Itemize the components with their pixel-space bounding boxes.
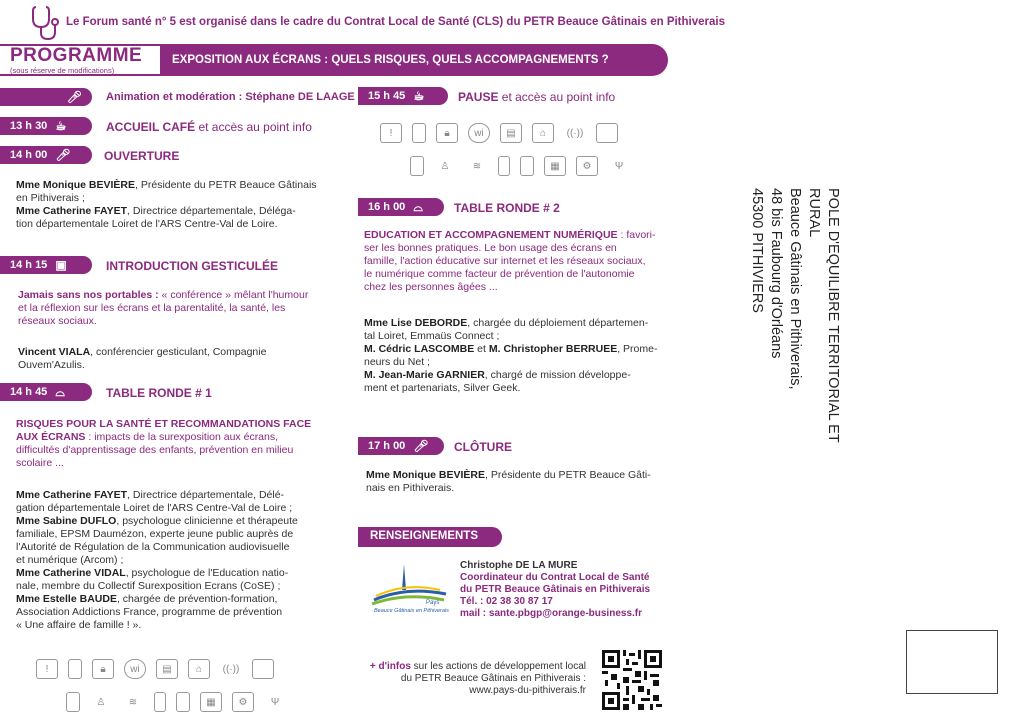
phone-icon bbox=[412, 123, 426, 143]
pause-rest: et accès au point info bbox=[498, 90, 616, 104]
speaker-name: Mme Catherine FAYET bbox=[16, 489, 128, 501]
speaker-role: tion départementale Loiret de l'ARS Centre-Val de Loire. bbox=[16, 218, 278, 230]
time-pill-table1 bbox=[0, 383, 92, 401]
tv-icon bbox=[596, 123, 618, 143]
ouverture-title: OUVERTURE bbox=[104, 149, 180, 163]
microphone-icon: 🎤︎ bbox=[413, 439, 429, 453]
lock-icon: 🔒︎ bbox=[436, 123, 458, 143]
more-info bbox=[356, 661, 586, 697]
introduction-desc bbox=[18, 289, 330, 328]
desc-text: réseaux sociaux. bbox=[18, 315, 97, 327]
desc-bold: Jamais sans nos portables : bbox=[18, 289, 159, 301]
presentation-icon: ▣ bbox=[55, 258, 67, 272]
address-line: 48 bis Faubourg d'Orléans bbox=[768, 188, 784, 359]
coffee-icon: ☕︎ bbox=[413, 89, 425, 103]
ouverture-speakers bbox=[16, 179, 336, 231]
mobile-icon bbox=[498, 156, 510, 176]
time-pill-ouverture bbox=[0, 146, 92, 164]
speaker-role: familiale, EPSM Daumézon, experte jeune public auprès de bbox=[16, 528, 294, 540]
table2-title: TABLE RONDE # 2 bbox=[454, 201, 560, 215]
tv-icon bbox=[252, 659, 274, 679]
speaker-role: , Prome- bbox=[617, 343, 658, 355]
user-computer-icon: ▤ bbox=[156, 659, 178, 679]
speaker-role: gation départementale Loiret de l'ARS Centre-Val de Loire ; bbox=[16, 502, 293, 514]
table2-speakers bbox=[364, 317, 674, 395]
settings-screen-icon: ⚙︎ bbox=[232, 692, 254, 712]
speaker-and: et bbox=[474, 343, 489, 355]
theme-title: EXPOSITION AUX ÉCRANS : QUELS RISQUES, QUELS ACCOMPAGNEMENTS ? bbox=[172, 54, 609, 66]
phone-hand-icon bbox=[520, 156, 534, 176]
desc-text: difficultés d'apprentissage des enfants, prévention en milieu bbox=[16, 444, 294, 456]
laptop-icon: ⌂ bbox=[532, 123, 554, 143]
screen-icons-row-2 bbox=[66, 692, 286, 712]
desc-text: et la réflexion sur les écrans et la parentalité, la santé, les bbox=[18, 302, 286, 314]
introduction-title: INTRODUCTION GESTICULÉE bbox=[106, 259, 279, 273]
speaker-name: Mme Estelle BAUDE bbox=[16, 593, 117, 605]
speaker-role: , Présidente du PETR Beauce Gâti- bbox=[485, 469, 651, 481]
wifi-icon: wi bbox=[124, 659, 146, 679]
introduction-speaker bbox=[18, 346, 330, 372]
cloture-speaker bbox=[366, 469, 676, 495]
time-label: 17 h 00 bbox=[368, 440, 406, 452]
pays-logo bbox=[366, 560, 452, 616]
table1-desc bbox=[16, 418, 330, 470]
contact-name: Christophe DE LA MURE bbox=[460, 560, 578, 571]
time-pill-accueil bbox=[0, 117, 92, 135]
monitor-icon: ! bbox=[380, 123, 402, 143]
contact-role: Coordinateur du Contrat Local de Santé bbox=[460, 572, 650, 583]
desc-bold: EDUCATION ET ACCOMPAGNEMENT NUMÉRIQUE bbox=[364, 229, 618, 241]
browser-icon: ▦ bbox=[200, 692, 222, 712]
speaker-role: , psychologue de l'Education natio- bbox=[125, 567, 289, 579]
speaker-name: M. Cédric LASCOMBE bbox=[364, 343, 475, 355]
table-icon: ⌓ bbox=[55, 384, 65, 399]
address-block bbox=[749, 188, 842, 488]
time-label: 13 h 30 bbox=[10, 120, 48, 132]
mobile-icon bbox=[154, 692, 166, 712]
microphone-icon: 🎤︎ bbox=[66, 90, 82, 104]
time-pill-cloture bbox=[358, 437, 444, 455]
screen-icons-row-4 bbox=[410, 156, 630, 176]
microphone-icon: 🎤︎ bbox=[55, 148, 71, 162]
desc-text: scolaire ... bbox=[16, 457, 64, 469]
intro-text: Le Forum santé n° 5 est organisé dans le cadre du Contrat Local de Santé (CLS) du PETR Beauce Gâtinais en Pithiverais bbox=[66, 16, 725, 28]
table2-desc bbox=[364, 229, 674, 294]
logo-text: Beauce Gâtinais en Pithiverais bbox=[374, 608, 449, 614]
speaker-name: Vincent VIALA bbox=[18, 346, 91, 358]
table1-title: TABLE RONDE # 1 bbox=[106, 386, 212, 400]
wifi-icon: wi bbox=[468, 123, 490, 143]
speaker-name: Mme Sabine DUFLO bbox=[16, 515, 117, 527]
moderation-text: Animation et modération : Stéphane DE LAAGE bbox=[106, 91, 355, 103]
speaker-role: , chargée de prévention-formation, bbox=[116, 593, 278, 605]
speaker-role: Association Addictions France, programme de prévention bbox=[16, 606, 283, 618]
time-pill-pause bbox=[358, 87, 448, 105]
time-label: 14 h 15 bbox=[10, 259, 48, 271]
speaker-role: , Directrice départementale, Déléga- bbox=[127, 205, 296, 217]
desc-text: chez les personnes âgées ... bbox=[364, 281, 498, 293]
speaker-role: tal Loiret, Emmaüs Connect ; bbox=[364, 330, 500, 342]
user-computer-icon: ▤ bbox=[500, 123, 522, 143]
pause-title bbox=[458, 90, 615, 104]
desc-bold: RISQUES POUR LA SANTÉ ET RECOMMANDATIONS FACE bbox=[16, 418, 312, 430]
table1-speakers bbox=[16, 489, 330, 632]
screen-icons-row bbox=[36, 659, 274, 679]
qr-code[interactable] bbox=[602, 650, 662, 710]
signal-icon: ((·)) bbox=[566, 127, 584, 139]
time-label: 14 h 00 bbox=[10, 149, 48, 161]
speaker-role: ment et partenariats, Silver Geek. bbox=[364, 382, 521, 394]
cloture-title: CLÔTURE bbox=[454, 440, 512, 454]
warning-screen-icon: ! bbox=[36, 659, 58, 679]
phone-icon bbox=[68, 659, 82, 679]
tablet-icon bbox=[66, 692, 80, 712]
speaker-name: M. Christopher BERRUEE bbox=[488, 343, 618, 355]
speaker-role: , psychologue clinicienne et thérapeute bbox=[116, 515, 298, 527]
speaker-name: Mme Lise DEBORDE bbox=[364, 317, 468, 329]
renseignements-label: RENSEIGNEMENTS bbox=[358, 527, 502, 547]
accueil-rest: et accès au point info bbox=[195, 120, 312, 134]
speaker-role: , Directrice départementale, Délé- bbox=[127, 489, 285, 501]
address-line: POLE D'EQUILIBRE TERRITORIAL ET RURAL bbox=[806, 188, 841, 443]
speaker-role: , Présidente du PETR Beauce Gâtinais bbox=[135, 179, 317, 191]
pause-title-text: PAUSE bbox=[458, 90, 499, 104]
desc-text: : favori- bbox=[617, 229, 656, 241]
person-desk-icon: ♙ bbox=[96, 696, 106, 708]
logo-small-text: Pays bbox=[426, 600, 440, 606]
screen-icons-row-3 bbox=[380, 123, 618, 143]
antenna-icon: Ψ bbox=[270, 696, 280, 708]
browser-icon: ▦ bbox=[544, 156, 566, 176]
contact-role: du PETR Beauce Gâtinais en Pithiverais bbox=[460, 584, 651, 595]
address-lines bbox=[747, 188, 842, 488]
website-link[interactable]: www.pays-du-pithiverais.fr bbox=[469, 685, 586, 696]
speaker-name: Mme Catherine FAYET bbox=[16, 205, 128, 217]
speaker-role: nale, membre du Collectif Surexposition Ecrans (CoSE) ; bbox=[16, 580, 281, 592]
contact-block bbox=[460, 560, 650, 620]
speaker-role: , chargé de mission développe- bbox=[484, 369, 631, 381]
desc-text: le numérique comme facteur de prévention de l'autonomie bbox=[364, 268, 635, 280]
time-pill-table2 bbox=[358, 198, 444, 216]
desc-text: : impacts de la surexposition aux écrans, bbox=[85, 431, 279, 443]
speaker-role: neurs du Net ; bbox=[364, 356, 430, 368]
desc-text: ser les bonnes pratiques. Le bon usage des écrans en bbox=[364, 242, 617, 254]
more-info-text: sur les actions de développement local bbox=[410, 661, 586, 672]
speaker-role: « Une affaire de famille ! ». bbox=[16, 619, 142, 631]
desc-bold: AUX ÉCRANS bbox=[16, 431, 86, 443]
programme-subtitle: (sous réserve de modifications) bbox=[10, 66, 115, 75]
lock-icon: 🔒︎ bbox=[92, 659, 114, 679]
time-pill-introduction bbox=[0, 256, 92, 274]
antenna-icon: Ψ bbox=[614, 160, 624, 172]
speaker-name: Mme Catherine VIDAL bbox=[16, 567, 126, 579]
address-line: 45300 PITHIVIERS bbox=[749, 188, 765, 313]
speaker-name: Mme Monique BEVIÈRE bbox=[16, 179, 136, 191]
person-desk-icon: ♙ bbox=[440, 160, 450, 172]
speaker-role: l'Autorité de Régulation de la Communication audiovisuelle bbox=[16, 541, 290, 553]
moderation-pill bbox=[0, 88, 92, 106]
time-label: 15 h 45 bbox=[368, 90, 406, 102]
wifi-signal-icon: ≋ bbox=[128, 696, 138, 708]
tablet-icon bbox=[410, 156, 424, 176]
programme-title: PROGRAMME bbox=[10, 45, 143, 66]
speaker-role: nais en Pithiverais. bbox=[366, 482, 455, 494]
address-line: Beauce Gâtinais en Pithiverais, bbox=[787, 188, 803, 390]
table-icon: ⌓ bbox=[413, 199, 423, 214]
speaker-role: en Pithiverais ; bbox=[16, 192, 85, 204]
speaker-role: , chargée du déploiement départemen- bbox=[467, 317, 649, 329]
time-label: 14 h 45 bbox=[10, 386, 48, 398]
contact-email[interactable]: mail : sante.pbgp@orange-business.fr bbox=[460, 608, 643, 619]
time-label: 16 h 00 bbox=[368, 201, 406, 213]
more-info-text: du PETR Beauce Gâtinais en Pithiverais : bbox=[400, 673, 586, 684]
accueil-title-text: ACCUEIL CAFÉ bbox=[106, 120, 196, 134]
stamp-box bbox=[906, 630, 998, 694]
more-info-bold: + d'infos bbox=[369, 661, 411, 672]
speaker-role: et numérique (Arcom) ; bbox=[16, 554, 124, 566]
signal-icon: ((·)) bbox=[222, 663, 240, 675]
accueil-title bbox=[106, 120, 312, 134]
speaker-name: Mme Monique BEVIÈRE bbox=[366, 469, 486, 481]
speaker-role: Ouvem'Azulis. bbox=[18, 359, 85, 371]
speaker-role: , conférencier gesticulant, Compagnie bbox=[90, 346, 267, 358]
desc-text: « conférence » mêlant l'humour bbox=[158, 289, 309, 301]
wifi-signal-icon: ≋ bbox=[472, 160, 482, 172]
stethoscope-icon bbox=[30, 5, 60, 41]
laptop-icon: ⌂ bbox=[188, 659, 210, 679]
contact-phone: Tél. : 02 38 30 87 17 bbox=[460, 596, 553, 607]
phone-hand-icon bbox=[176, 692, 190, 712]
desc-text: famille, l'action éducative sur internet et les réseaux sociaux, bbox=[364, 255, 646, 267]
coffee-icon: ☕︎ bbox=[55, 119, 67, 133]
speaker-name: M. Jean-Marie GARNIER bbox=[364, 369, 485, 381]
settings-screen-icon: ⚙︎ bbox=[576, 156, 598, 176]
